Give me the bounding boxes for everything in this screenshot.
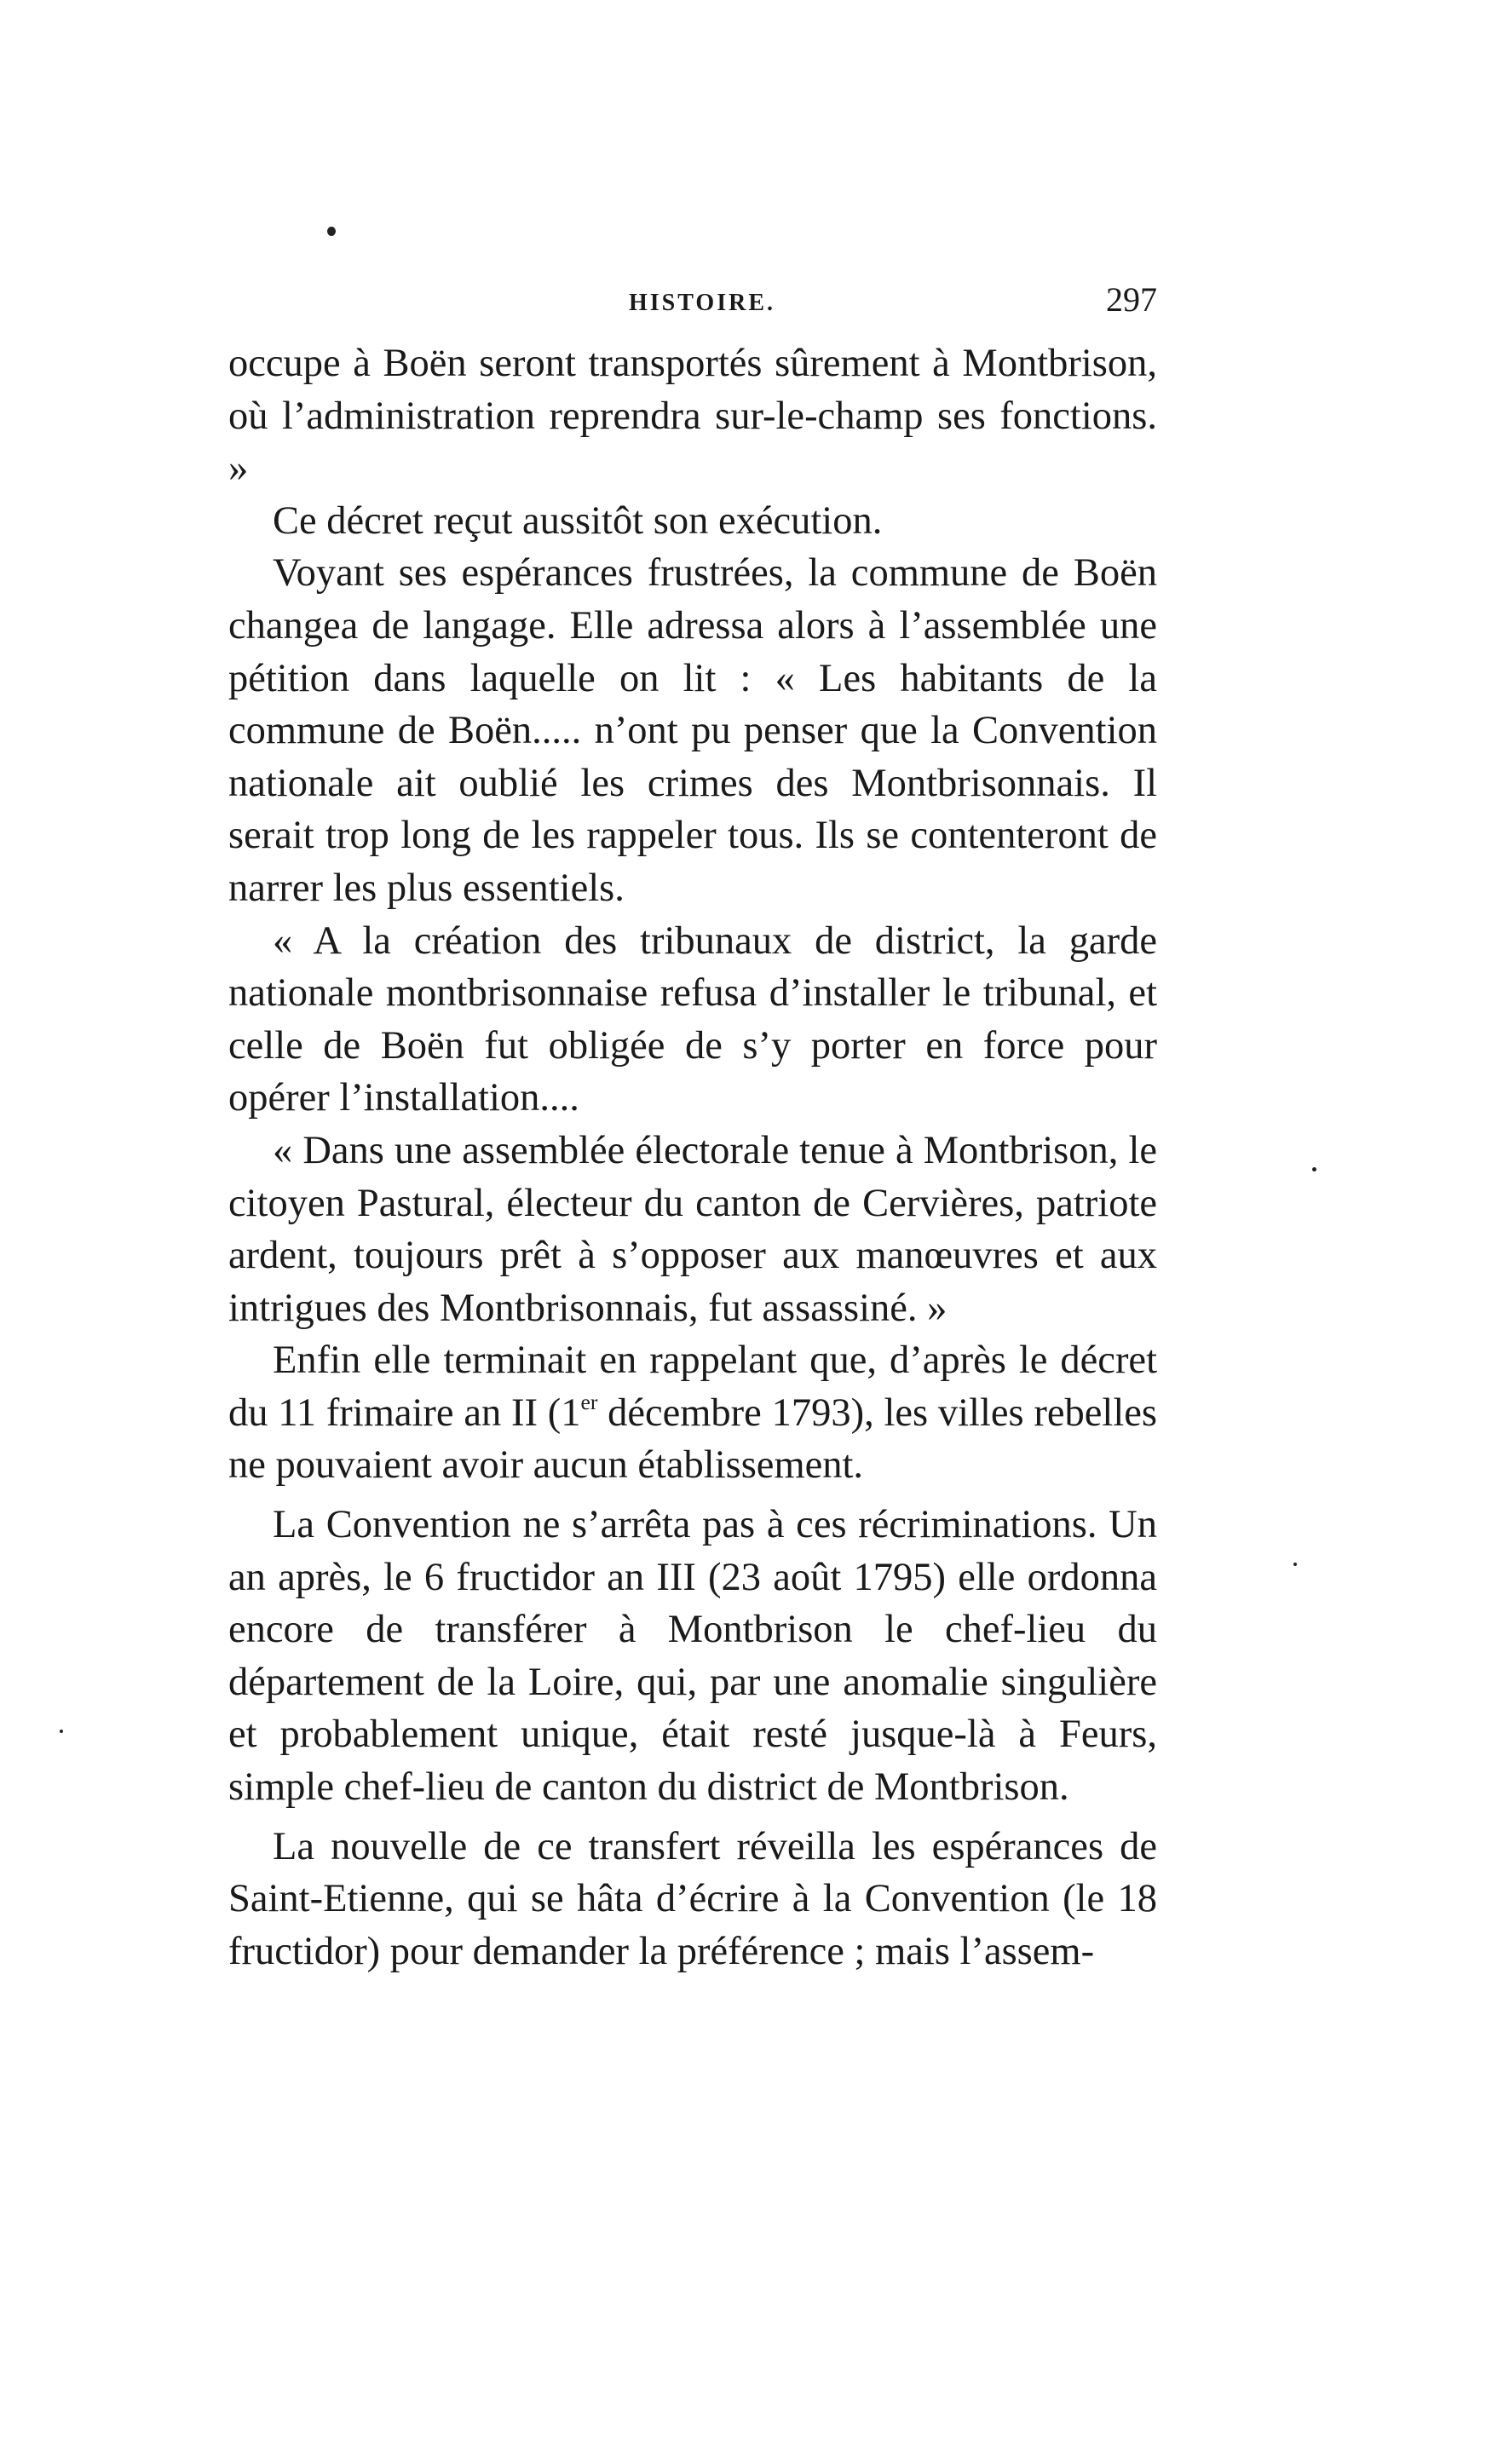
running-head: HISTOIRE.	[629, 290, 775, 316]
paragraph: La Convention ne s’arrêta pas à ces récriminations. Un an après, le 6 fructidor an III (23 août 1795) elle ordonna encore de transférer à Montbrison le chef-lieu du département de la Loire, qui, par une anomalie singulière et probablement unique, était resté jusque-là à Feurs, simple chef-lieu de canton du district de Montbrison.	[228, 1503, 1157, 1810]
page-header	[228, 274, 1157, 325]
paragraph: « Dans une assemblée électorale tenue à Montbrison, le citoyen Pastural, électeur du canton de Cervières, patriote ardent, toujours prêt à s’opposer aux manœuvres et aux intrigues des Montbrisonnais, fut assassiné. »	[228, 1128, 1157, 1330]
ink-speck	[60, 1730, 63, 1733]
paragraph: occupe à Boën seront transportés sûrement à Montbrison, où l’administration reprendra sur-le-champ ses fonctions. »	[228, 342, 1157, 491]
superscript: er	[580, 1389, 598, 1414]
paragraph	[228, 1334, 1157, 1492]
ink-speck	[327, 227, 336, 236]
paragraph: La nouvelle de ce transfert réveilla les espérances de Saint-Etienne, qui se hâta d’écrire à la Convention (le 18 fructidor) pour demander la préférence ; mais l’assem-	[228, 1824, 1157, 1973]
paragraph-text-before: Enfin elle terminait en rappelant que, d’après le décret du 11 frimaire an II (1	[228, 1339, 1157, 1435]
ink-speck	[1312, 1167, 1316, 1172]
page-number: 297	[1106, 280, 1157, 319]
body-text	[228, 337, 1157, 1978]
paragraph: « A la création des tribunaux de district, la garde nationale montbrisonnaise refusa d’installer le tribunal, et celle de Boën fut obligée de s’y porter en force pour opérer l’installation....	[228, 918, 1157, 1120]
paragraph: Voyant ses espérances frustrées, la commune de Boën changea de langage. Elle adressa alors à l’assemblée une pétition dans laquelle on lit : « Les habitants de la commune de Boën..... n’ont pu penser que la Convention nationale ait oublié les crimes des Montbrisonnais. Il serait trop long de les rappeler tous. Ils se contenteront de narrer les plus essentiels.	[228, 551, 1157, 910]
paragraph-text-after: décembre 1793), les villes rebelles ne pouvaient avoir aucun établissement.	[228, 1390, 1157, 1488]
ink-speck	[1293, 1563, 1297, 1566]
paragraph: Ce décret reçut aussitôt son exécution.	[273, 498, 883, 543]
